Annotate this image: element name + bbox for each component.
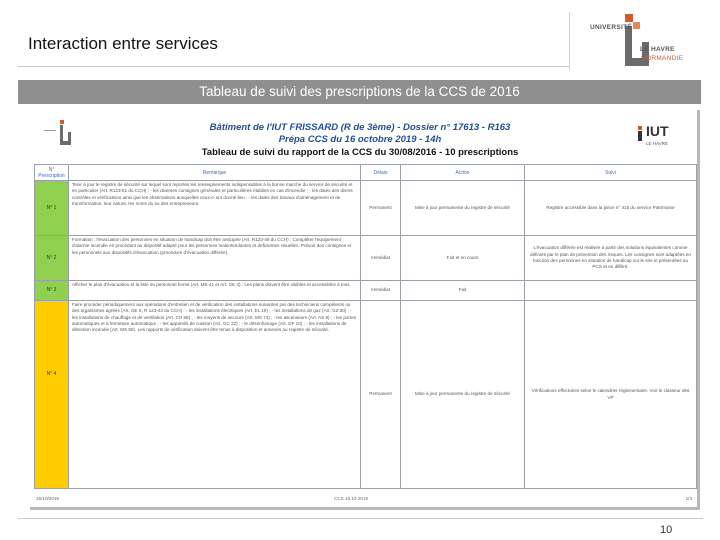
prescription-action: Fait — [401, 281, 525, 301]
logo-word-le-havre: LE HAVRE — [640, 46, 675, 53]
prescription-follow-up: L'évacuation différée est réalisée à partir des solutions équivalentes comme définies par le plan de prévention des risques. Les consignes sont adaptées en fonction des personnes en situation de handicap sur le site et présentées au PCS et en différé. — [525, 236, 697, 281]
logo-word-normandie: NORMANDIE — [641, 55, 684, 62]
university-logo — [583, 12, 703, 72]
prescription-delay: Permanent — [361, 181, 401, 236]
prescription-number: N° 4 — [35, 301, 69, 489]
logo-divider — [569, 12, 570, 70]
document-footer — [34, 494, 696, 504]
column-header-remark: Remarque — [69, 165, 361, 181]
prescription-follow-up: Registre accessible dans la pièce n° 415 du service Patrimoine — [525, 181, 697, 236]
prescription-follow-up — [525, 281, 697, 301]
column-header-number: N° Prescription — [35, 165, 69, 181]
table-row — [35, 181, 697, 236]
prescription-follow-up: Vérifications effectuées selon le calendrier réglementaire. Voir le classeur des VP — [525, 301, 697, 489]
prescription-action: Mise à jour permanente du registre de sécurité — [401, 181, 525, 236]
prescription-remark: Formation : l'évacuation des personnes en situation de handicap doit être anticipée (Art. R123-48 du CCH) ; Compléter l'équipement d'alarme incendie en procédant au dispositif adapté pour les personnes malentendantes et déficientes visuelles. Prévoir des consignes et les personnels aux dispositifs d'évacuation (procédure d'évacuation différée). — [69, 236, 361, 281]
column-header-delay: Délais — [361, 165, 401, 181]
table-row — [35, 236, 697, 281]
column-header-action: Action — [401, 165, 525, 181]
column-header-follow-up: Suivi — [525, 165, 697, 181]
prescription-delay: Immédiat — [361, 281, 401, 301]
document-meeting-line: Prépa CCS du 16 octobre 2019 - 14h — [278, 133, 442, 145]
prescription-number: N° 1 — [35, 181, 69, 236]
prescription-number: N° 3 — [35, 281, 69, 301]
prescription-remark: Faire procéder périodiquement aux opérations d'entretien et de vérification des installations suivantes par des techniciens compétents ou des organismes agréés (Art. GE 6, R 123-43 du CCH) : - les installations électriques (Art. EL 19) ; - les installations de gaz (Art. GZ 30) ; - les installations de chauffage et de ventilation (Art. CH 58) ; - les moyens de secours (Art. MS 73) ; - les ascenseurs (Art. AS 9) ; - les portes automatiques et à fermeture automatique ; - les appareils de cuisson (Art. GC 22) ; - le désenfumage (Art. DF 10) ; - les installations de détection incendie (Art. MS 58). Les rapports de vérification doivent être tenus à disposition et annexés au registre de sécurité. — [69, 301, 361, 489]
prescription-action: Mise à jour permanente du registre de sécurité — [401, 301, 525, 489]
slide-title: Interaction entre services — [28, 34, 218, 53]
iut-logo — [636, 122, 684, 150]
document-university-logo-icon — [40, 118, 84, 150]
page-number: 10 — [660, 524, 673, 536]
document-footer-date: 16/10/2019 — [36, 496, 59, 501]
iut-logo-subtext: LE HAVRE — [646, 141, 668, 146]
prescriptions-table — [34, 164, 697, 489]
table-row — [35, 281, 697, 301]
footer-rule — [18, 518, 703, 519]
document-building-line: Bâtiment de l'IUT FRISSARD (R de 3ème) - Dossier n° 17613 - R163 — [209, 122, 511, 133]
prescription-number: N° 2 — [35, 236, 69, 281]
prescription-remark: Afficher le plan d'évacuation et la liste du personnel formé (Art. MS 41 et Art. GE 4) ; Les plans doivent être visibles et accessibles à tous. — [69, 281, 361, 301]
section-banner: Tableau de suivi des prescriptions de la CCS de 2016 — [18, 80, 701, 104]
document-table-title: Tableau de suivi du rapport de la CCS du 30/08/2016 - 10 prescriptions — [201, 147, 519, 158]
title-rule — [18, 66, 570, 67]
document-header — [90, 122, 630, 159]
document-preview — [30, 110, 700, 510]
prescription-action: Fait et en cours — [401, 236, 525, 281]
logo-word-universite: UNIVERSITÉ — [590, 24, 633, 31]
prescription-delay: Immédiat — [361, 236, 401, 281]
document-footer-reference: CCS 16.10.2019 — [334, 496, 368, 501]
university-logo-mark-icon — [583, 12, 653, 72]
prescription-delay: Permanent — [361, 301, 401, 489]
iut-logo-text: IUT — [646, 123, 669, 139]
table-row — [35, 301, 697, 489]
prescription-remark: Tenir à jour le registre de sécurité sur lequel sont reportés les renseignements indispensables à la bonne marche du service de sécurité et en particulier (Art. R123-51 du CCH) : - les diverses consignes générales et particulières établies en cas d'incendie ; - les dates des divers contrôles et vérifications ainsi que les observations auxquelles ceux-ci ont donné lieu ; - les dates des travaux d'aménagement et de transformation, leur nature, les noms du ou des entrepreneurs. — [69, 181, 361, 236]
document-footer-page: 1/3 — [685, 496, 692, 501]
